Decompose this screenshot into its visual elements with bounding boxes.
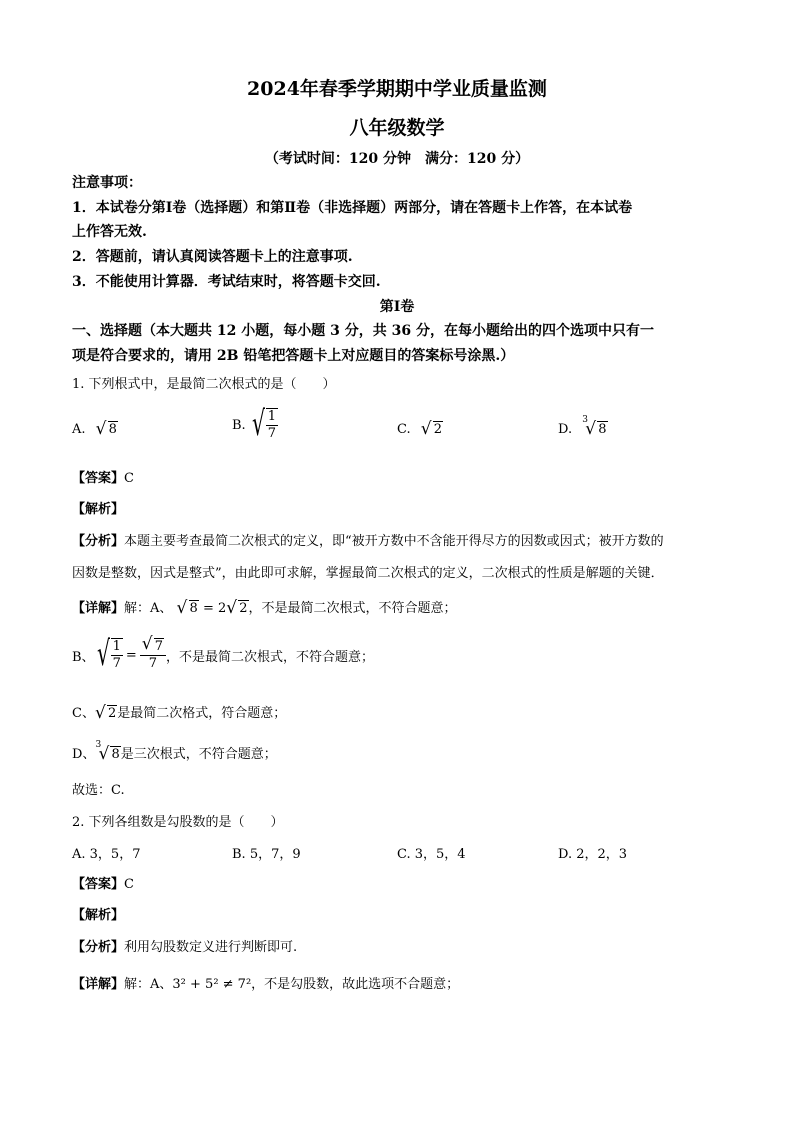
fraction — [266, 409, 278, 442]
equals-coefficient: = 2 — [198, 601, 227, 616]
detail-c-prefix: C、 — [72, 706, 95, 721]
denominator: 7 — [267, 426, 276, 441]
question-1-option-c — [397, 421, 443, 438]
option-d-label: D. — [558, 422, 573, 437]
fenxi-tag: 【分析】 — [72, 534, 125, 549]
sqrt-expression — [96, 421, 118, 438]
equals-sign: = — [125, 647, 137, 663]
question-1-detail-c — [72, 702, 286, 722]
notice-item-1-line-2: 上作答无效. — [72, 224, 147, 240]
answer-value: C — [124, 877, 134, 892]
detail-a-suffix: ，不是勾股数，故此选项不合题意； — [251, 977, 460, 992]
sqrt-expression — [95, 705, 117, 722]
numerator: 1 — [112, 639, 121, 654]
denominator: 7 — [148, 656, 158, 671]
radicand: 8 — [598, 422, 607, 437]
detail-d-prefix: D、 — [72, 747, 96, 762]
detail-tag: 【详解】 — [72, 977, 125, 992]
detail-a-prefix: 解：A、 — [124, 601, 173, 616]
radicand: 8 — [108, 422, 117, 437]
answer-tag: 【答案】 — [72, 877, 125, 892]
question-1-option-b — [232, 404, 278, 444]
answer-tag: 【答案】 — [72, 471, 125, 486]
detail-b-prefix: B、 — [72, 649, 95, 665]
sqrt-expression — [142, 638, 164, 655]
fraction — [140, 638, 166, 672]
radicand: 8 — [111, 747, 120, 762]
question-1-fenxi-line-1 — [72, 530, 664, 549]
fraction — [111, 639, 123, 672]
question-1-stem: 1. 下列根式中，是最简二次根式的是（ ） — [72, 377, 336, 392]
question-2-stem: 2. 下列各组数是勾股数的是（ ） — [72, 815, 284, 830]
exam-subject: 八年级数学 — [349, 117, 445, 139]
section-heading-line-1: 一、选择题（本大题共 12 小题，每小题 3 分，共 36 分，在每小题给出的四个选项中只有一 — [72, 323, 654, 339]
notice-item-1-line-1: 1．本试卷分第Ⅰ卷（选择题）和第Ⅱ卷（非选择题）两部分，请在答题卡上作答，在本试卷 — [72, 200, 633, 216]
question-2-fenxi — [72, 936, 297, 955]
question-1-conclusion: 故选：C. — [72, 783, 125, 798]
option-a-label: A. — [72, 422, 86, 437]
notice-item-3: 3．不能使用计算器．考试结束时，将答题卡交回. — [72, 274, 381, 290]
detail-c-suffix: 是最简二次格式，符合题意； — [117, 706, 287, 721]
option-c-label: C. — [397, 422, 411, 437]
sqrt-fraction-expression — [251, 404, 278, 444]
volume-heading: 第Ⅰ卷 — [379, 299, 415, 315]
question-1-fenxi-line-2: 因数是整数，因式是整式”，由此即可求解，掌握最简二次根式的定义，二次根式的性质是解题的关键． — [72, 566, 664, 581]
math-expression: 3² + 5² ≠ 7² — [172, 977, 252, 992]
denominator: 7 — [112, 656, 121, 671]
question-2-answer — [72, 873, 134, 892]
detail-a-prefix: 解：A、 — [124, 977, 173, 992]
fenxi-text: 利用勾股数定义进行判断即可. — [124, 940, 298, 955]
question-1-detail-d — [72, 740, 277, 763]
detail-tag: 【详解】 — [72, 601, 125, 616]
numerator: 1 — [267, 409, 276, 424]
fenxi-text: 本题主要考查最简二次根式的定义，即“被开方数中不含能开得尽方的因数或因式；被开方数的 — [124, 534, 664, 549]
question-2-option-d: D. 2，2，3 — [558, 847, 628, 862]
exam-title: 2024年春季学期期中学业质量监测 — [247, 78, 547, 100]
question-1-detail-a — [72, 597, 457, 617]
radicand — [111, 638, 123, 672]
question-2-analysis-tag: 【解析】 — [72, 908, 125, 923]
sqrt-expression — [177, 600, 199, 617]
detail-a-suffix: ，不是最简二次根式，不符合题意； — [248, 601, 457, 616]
notice-item-2: 2．答题前，请认真阅读答题卡上的注意事项. — [72, 249, 353, 265]
question-2-option-b: B. 5，7，9 — [232, 847, 301, 862]
radicand — [266, 408, 278, 442]
question-1-answer — [72, 467, 134, 486]
detail-d-suffix: 是三次根式，不符合题意； — [120, 747, 277, 762]
radicand: 8 — [189, 601, 198, 616]
root-index: √ 3 — [582, 415, 588, 425]
sqrt-expression — [421, 421, 443, 438]
question-2-option-a: A. 3，5，7 — [72, 847, 141, 862]
question-2-detail-a — [72, 973, 459, 992]
fenxi-tag: 【分析】 — [72, 940, 125, 955]
numerator — [140, 638, 166, 656]
question-2-option-c: C. 3，5，4 — [397, 847, 466, 862]
root-index: √ 3 — [95, 740, 102, 750]
radicand: 7 — [154, 639, 164, 654]
sqrt-expression — [226, 600, 248, 617]
detail-b-suffix: ，不是最简二次根式，不符合题意； — [166, 649, 375, 665]
option-b-label: B. — [232, 417, 246, 433]
question-1-option-a — [72, 421, 118, 438]
sqrt-fraction-expression — [96, 634, 123, 674]
radical-sign: √ — [251, 404, 265, 444]
section-heading-line-2: 项是符合要求的，请用 2B 铅笔把答题卡上对应题目的答案标号涂黑.） — [72, 348, 515, 364]
answer-value: C — [124, 471, 134, 486]
radicand: 2 — [433, 422, 443, 437]
cube-root-expression — [582, 415, 607, 438]
exam-info: （考试时间：120 分钟 满分：120 分） — [264, 151, 530, 167]
question-1-option-d — [558, 415, 608, 438]
cube-root-expression — [95, 740, 120, 763]
question-1-detail-b — [72, 634, 375, 674]
radicand: 2 — [107, 706, 117, 721]
radical-sign: √ — [96, 634, 110, 674]
question-1-analysis-tag: 【解析】 — [72, 502, 125, 517]
radicand: 2 — [239, 601, 248, 616]
notice-heading: 注意事项： — [72, 175, 142, 191]
